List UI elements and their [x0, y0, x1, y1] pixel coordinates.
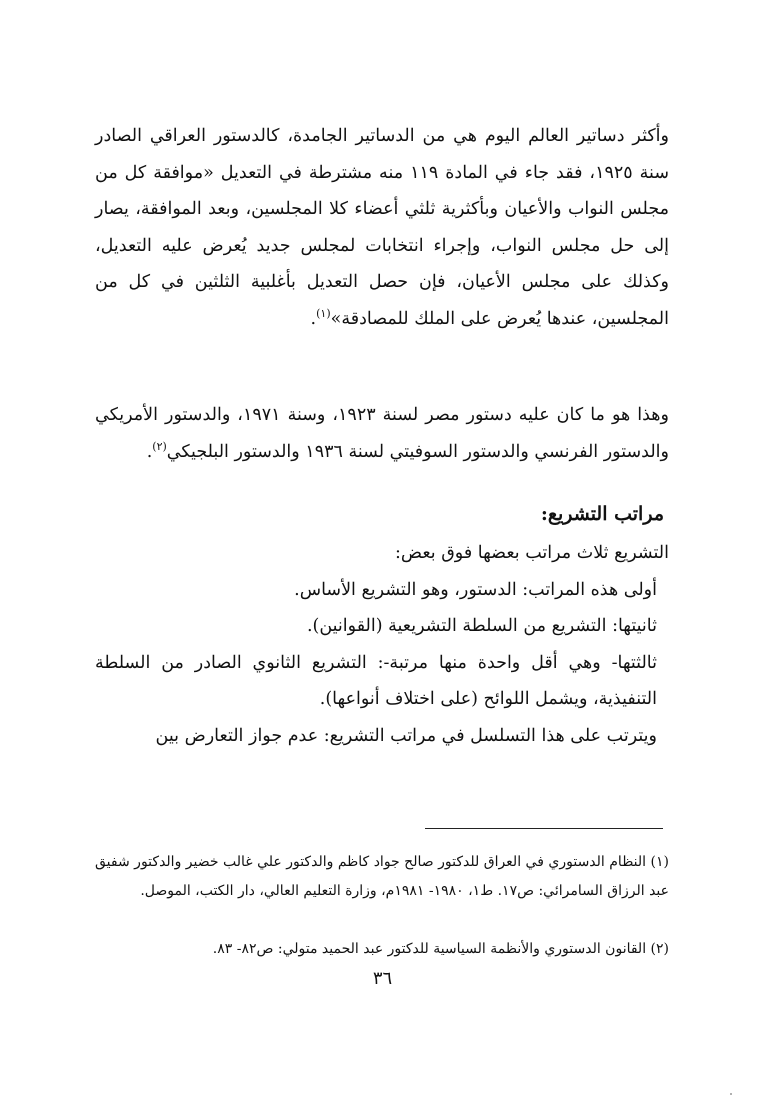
paragraph-1-text: وأكثر دساتير العالم اليوم هي من الدساتير الجامدة، كالدستور العراقي الصادر سنة ١٩٢٥، فقد جاء في المادة ١١٩ منه مشترطة في التعديل «موافقة كل من مجلس النواب والأعيان وبأكثرية ثلثي أعضاء كلا المجلسين، وبعد الموافقة، يصار إلى حل مجلس النواب، وإجراء انتخابات لمجلس جديد يُعرض عليه التعديل، وكذلك على مجلس الأعيان، فإن حصل التعديل بأغلبية الثلثين في كل من المجلسين، عندها يُعرض على الملك للمصادقة»	[95, 126, 669, 329]
footnote-2: (٢) القانون الدستوري والأنظمة السياسية للدكتور عبد الحميد متولي: ص٨٢- ٨٣.	[212, 941, 669, 957]
page-number: ٣٦	[372, 968, 393, 989]
footnote-ref-2[interactable]: (٢)	[152, 439, 167, 453]
footnote-1: (١) النظام الدستوري في العراق للدكتور صالح جواد كاظم والدكتور علي غالب خضير والدكتور شفيق عبد الرزاق السامرائي: ص١٧. ط١، ١٩٨٠- ١٩٨١م، وزارة التعليم العالي، دار الكتب، الموصل.	[95, 854, 669, 899]
paragraph-2-text: وهذا هو ما كان عليه دستور مصر لسنة ١٩٢٣، وسنة ١٩٧١، والدستور الأمريكي والدستور الفرنسي والدستور السوفيتي لسنة ١٩٣٦ والدستور البلجيكي	[95, 405, 669, 462]
paragraph-1-end: .	[310, 308, 317, 329]
body-paragraph-1	[95, 118, 669, 337]
footnote-separator	[425, 828, 663, 829]
paragraph-2-end: .	[146, 441, 153, 462]
footnote-ref-1[interactable]: (١)	[316, 306, 331, 320]
body-paragraph-2	[95, 397, 669, 470]
list-item-2: ثانيتها: التشريع من السلطة التشريعية (القوانين).	[306, 616, 657, 636]
legislation-ranks-list	[95, 535, 669, 754]
list-item-1: أولى هذه المراتب: الدستور، وهو التشريع الأساس.	[294, 579, 657, 600]
list-conclusion: ويترتب على هذا التسلسل في مراتب التشريع: عدم جواز التعارض بين	[155, 725, 657, 746]
list-item-3: ثالثتها- وهي أقل واحدة منها مرتبة-: التشريع الثانوي الصادر من السلطة التنفيذية، ويشمل اللوائح (على اختلاف أنواعها).	[95, 652, 657, 709]
list-intro: التشريع ثلاث مراتب بعضها فوق بعض:	[395, 543, 669, 563]
scan-speck	[730, 1093, 732, 1095]
section-heading: مراتب التشريع:	[540, 503, 664, 525]
